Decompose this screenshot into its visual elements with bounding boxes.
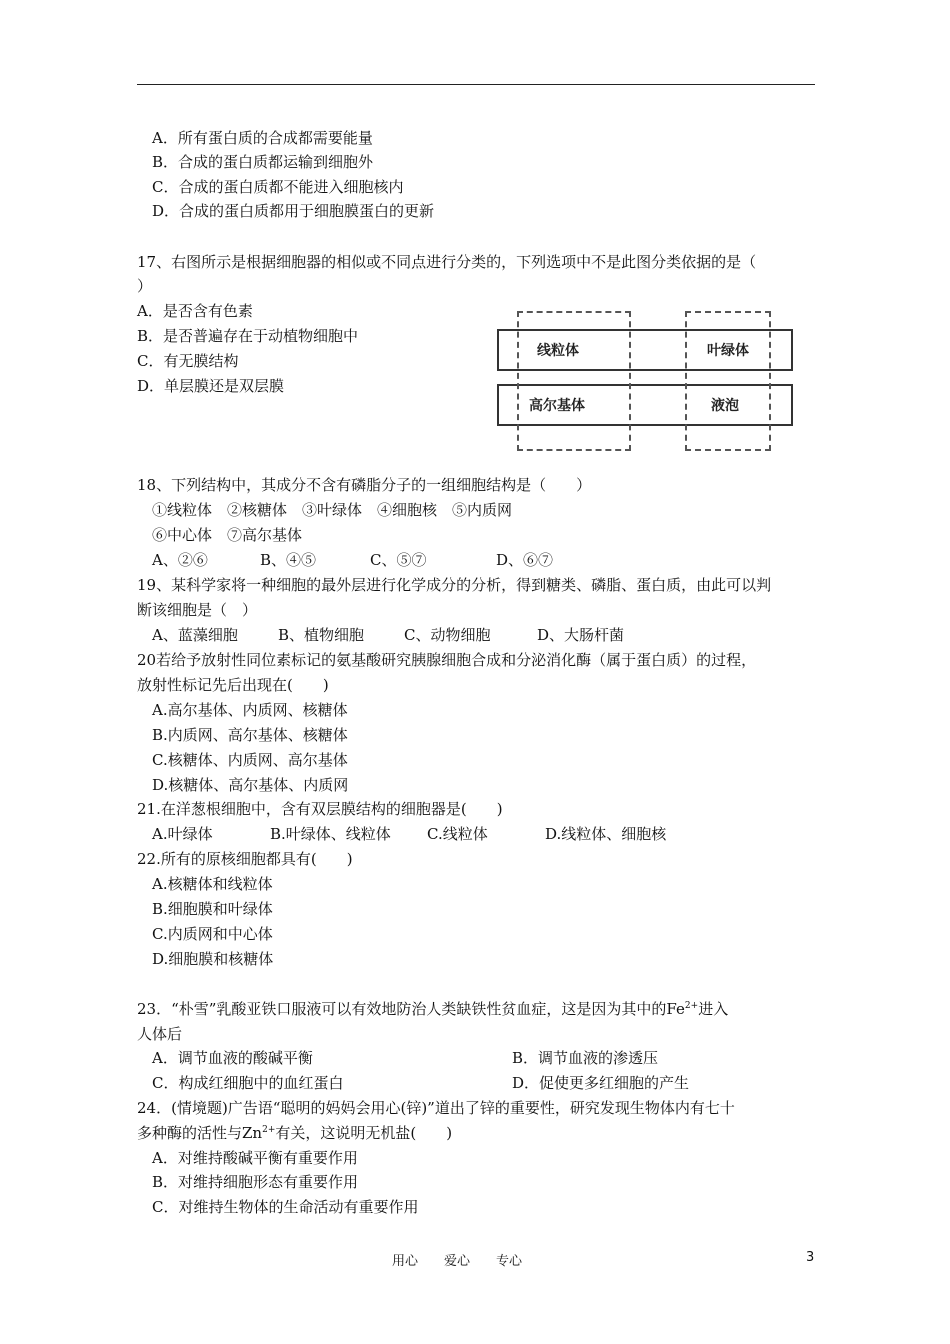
q20-option-c: C.核糖体、内质网、高尔基体 [152,751,348,769]
q18-option-b: B、④⑤ [260,551,317,569]
q20-option-a: A.高尔基体、内质网、核糖体 [152,701,348,719]
q18-stem: 18、下列结构中，其成分不含有磷脂分子的一组细胞结构是（ ） [137,476,592,494]
q20-option-d: D.核糖体、高尔基体、内质网 [152,776,349,794]
q19-option-b: B、植物细胞 [278,626,365,644]
q21-option-b: B.叶绿体、线粒体 [270,825,391,843]
q23-stem-line1 [137,999,728,1019]
q24-option-b: B．对维持细胞形态有重要作用 [152,1173,359,1191]
figure-label-chloroplast: 叶绿体 [707,343,749,359]
q21-option-a: A.叶绿体 [152,825,213,843]
q17-option-c: C．有无膜结构 [137,352,239,370]
q19-option-d: D、大肠杆菌 [537,626,625,644]
figure-left-dashed-box [517,311,631,451]
page-number: 3 [806,1250,815,1265]
q18-option-c: C、⑤⑦ [370,551,427,569]
q22-option-b: B.细胞膜和叶绿体 [152,900,273,918]
figure-label-mitochondria: 线粒体 [537,343,579,359]
q21-option-c: C.线粒体 [427,825,488,843]
q24-stem-text-b: 有关，这说明无机盐( ) [275,1124,453,1142]
q23-option-a: A．调节血液的酸碱平衡 [152,1049,313,1067]
q18-items-line1: ①线粒体 ②核糖体 ③叶绿体 ④细胞核 ⑤内质网 [152,501,513,519]
q21-option-d: D.线粒体、细胞核 [545,825,667,843]
q17-option-a: A．是否含有色素 [137,302,253,320]
figure-right-dashed-box [685,311,771,451]
q19-option-a: A、蓝藻细胞 [152,626,238,644]
footer-motto: 用心 爱心 专心 [392,1254,523,1269]
q22-option-a: A.核糖体和线粒体 [152,875,273,893]
q24-stem-text-a: 多种酶的活性与Zn [137,1124,263,1142]
q18-items-line2: ⑥中心体 ⑦高尔基体 [152,526,303,544]
q17-stem-line2: ） [137,277,153,295]
q20-stem-line1: 20若给予放射性同位素标记的氨基酸研究胰腺细胞合成和分泌消化酶（属于蛋白质）的过程， [137,651,757,669]
header-rule [137,84,815,85]
q19-option-c: C、动物细胞 [404,626,491,644]
q24-stem-line1: 24．(情境题)广告语“聪明的妈妈会用心(锌)”道出了锌的重要性，研究发现生物体内有七十 [137,1099,735,1117]
q23-stem-text-a: 23．“朴雪”乳酸亚铁口服液可以有效地防治人类缺铁性贫血症，这是因为其中的Fe [137,1000,685,1018]
q22-option-d: D.细胞膜和核糖体 [152,950,274,968]
figure-label-golgi: 高尔基体 [529,398,585,414]
q16-option-c: C．合成的蛋白质都不能进入细胞核内 [152,178,404,196]
q23-option-d: D．促使更多红细胞的产生 [512,1074,690,1092]
q16-option-b: B．合成的蛋白质都运输到细胞外 [152,153,374,171]
q16-option-a: A．所有蛋白质的合成都需要能量 [152,129,373,147]
q17-option-d: D．单层膜还是双层膜 [137,377,285,395]
organelle-classification-figure [497,307,793,452]
q23-superscript: 2+ [684,1001,699,1011]
q22-option-c: C.内质网和中心体 [152,925,273,943]
q23-stem-text-b: 进入 [698,1000,729,1018]
q23-stem-line2: 人体后 [137,1025,183,1043]
q24-option-c: C．对维持生物体的生命活动有重要作用 [152,1198,419,1216]
q24-option-a: A．对维持酸碱平衡有重要作用 [152,1149,358,1167]
q18-option-a: A、②⑥ [152,551,208,569]
q17-stem-line1: 17、右图所示是根据细胞器的相似或不同点进行分类的，下列选项中不是此图分类依据的是（ [137,253,757,271]
q23-option-b: B．调节血液的渗透压 [512,1049,659,1067]
figure-label-vacuole: 液泡 [711,398,739,414]
q19-stem-line2: 断该细胞是（ ） [137,601,258,619]
q20-stem-line2: 放射性标记先后出现在( ) [137,676,329,694]
q19-stem-line1: 19、某科学家将一种细胞的最外层进行化学成分的分析，得到糖类、磷脂、蛋白质，由此可以判 [137,576,772,594]
q18-option-d: D、⑥⑦ [496,551,554,569]
q16-option-d: D．合成的蛋白质都用于细胞膜蛋白的更新 [152,202,435,220]
q21-stem: 21.在洋葱根细胞中，含有双层膜结构的细胞器是( ) [137,800,503,818]
q24-stem-line2 [137,1123,452,1143]
q17-option-b: B．是否普遍存在于动植物细胞中 [137,327,359,345]
q20-option-b: B.内质网、高尔基体、核糖体 [152,726,348,744]
q22-stem: 22.所有的原核细胞都具有( ) [137,850,353,868]
q23-option-c: C．构成红细胞中的血红蛋白 [152,1074,344,1092]
q24-superscript: 2+ [262,1125,276,1135]
